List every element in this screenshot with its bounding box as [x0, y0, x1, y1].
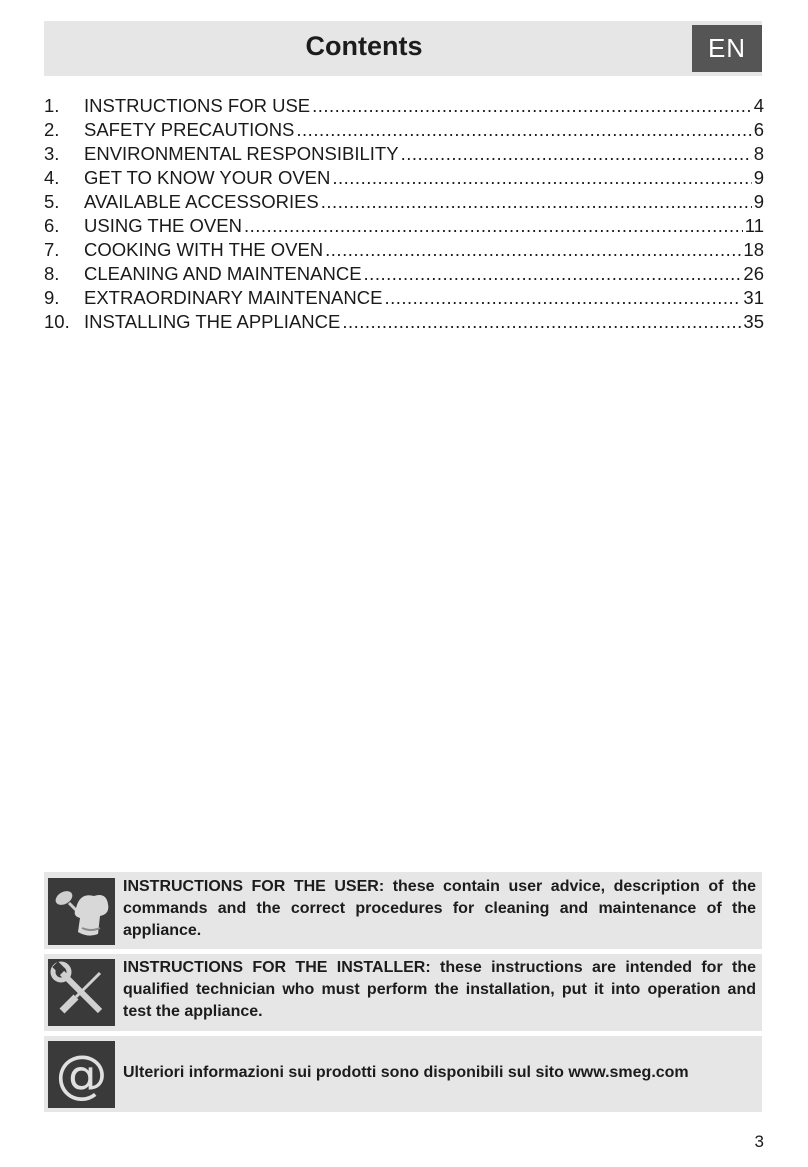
- toc-leader: [296, 118, 751, 142]
- toc-entry-5[interactable]: [44, 190, 764, 214]
- at-sign-icon: [48, 1041, 115, 1108]
- toc-title: COOKING WITH THE OVEN: [84, 239, 324, 260]
- toc-title: USING THE OVEN: [84, 215, 242, 236]
- toc-title: GET TO KNOW YOUR OVEN: [84, 167, 331, 188]
- toc-title: INSTALLING THE APPLIANCE: [84, 311, 341, 332]
- toc-page: 4: [753, 95, 764, 116]
- toc-leader: [312, 94, 752, 118]
- toc-number: 5.: [44, 191, 60, 212]
- language-badge: EN: [692, 25, 762, 72]
- toc-entry-2[interactable]: [44, 118, 764, 142]
- toc-leader: [332, 166, 751, 190]
- svg-text:@: @: [55, 1045, 108, 1105]
- toc-title: ENVIRONMENTAL RESPONSIBILITY: [84, 143, 399, 164]
- toc-title: SAFETY PRECAUTIONS: [84, 119, 295, 140]
- toc-number: 7.: [44, 239, 60, 260]
- toc-page: 31: [743, 287, 764, 308]
- toc-page: 26: [743, 263, 764, 284]
- toc-page: 9: [753, 191, 764, 212]
- page-number: 3: [754, 1132, 764, 1151]
- installer-instructions-text: INSTRUCTIONS FOR THE INSTALLER: these instructions are intended for the qualified technician who must perform the installation, put it into operation and test the appliance.: [123, 959, 756, 1020]
- website-note: [44, 1036, 762, 1112]
- toc-number: 1.: [44, 95, 60, 116]
- toc-entry-6[interactable]: [44, 214, 764, 238]
- toc-entry-3[interactable]: [44, 142, 764, 166]
- chef-hat-spoon-icon: [48, 878, 115, 945]
- table-of-contents: [44, 94, 764, 334]
- toc-leader: [364, 262, 742, 286]
- toc-leader: [384, 286, 741, 310]
- toc-number: 8.: [44, 263, 60, 284]
- toc-page: 11: [744, 215, 764, 236]
- toc-title: CLEANING AND MAINTENANCE: [84, 263, 362, 284]
- toc-leader: [342, 310, 741, 334]
- toc-entry-10[interactable]: [44, 310, 764, 334]
- page-title: Contents: [305, 31, 423, 61]
- toc-leader: [321, 190, 752, 214]
- toc-number: 2.: [44, 119, 60, 140]
- user-instructions-note: [44, 872, 762, 949]
- contents-header: [44, 21, 762, 76]
- toc-number: 3.: [44, 143, 60, 164]
- toc-page: 8: [753, 143, 764, 164]
- toc-title: INSTRUCTIONS FOR USE: [84, 95, 311, 116]
- toc-page: 35: [743, 311, 764, 332]
- toc-leader: [244, 214, 743, 238]
- toc-entry-8[interactable]: [44, 262, 764, 286]
- installer-instructions-note: [44, 954, 762, 1031]
- toc-number: 9.: [44, 287, 60, 308]
- toc-leader: [401, 142, 752, 166]
- toc-entry-1[interactable]: [44, 94, 764, 118]
- toc-page: 9: [753, 167, 764, 188]
- toc-number: 10.: [44, 311, 70, 332]
- toc-page: 18: [743, 239, 764, 260]
- toc-entry-7[interactable]: [44, 238, 764, 262]
- toc-number: 4.: [44, 167, 60, 188]
- toc-entry-9[interactable]: [44, 286, 764, 310]
- toc-title: EXTRAORDINARY MAINTENANCE: [84, 287, 383, 308]
- user-instructions-text: INSTRUCTIONS FOR THE USER: these contain user advice, description of the commands and the correct procedures for cleaning and maintenance of the appliance.: [123, 878, 756, 939]
- toc-leader: [325, 238, 741, 262]
- wrench-screwdriver-icon: [48, 959, 115, 1026]
- website-text[interactable]: Ulteriori informazioni sui prodotti sono disponibili sul sito www.smeg.com: [123, 1064, 689, 1081]
- toc-page: 6: [753, 119, 764, 140]
- toc-title: AVAILABLE ACCESSORIES: [84, 191, 319, 212]
- toc-number: 6.: [44, 215, 60, 236]
- toc-entry-4[interactable]: [44, 166, 764, 190]
